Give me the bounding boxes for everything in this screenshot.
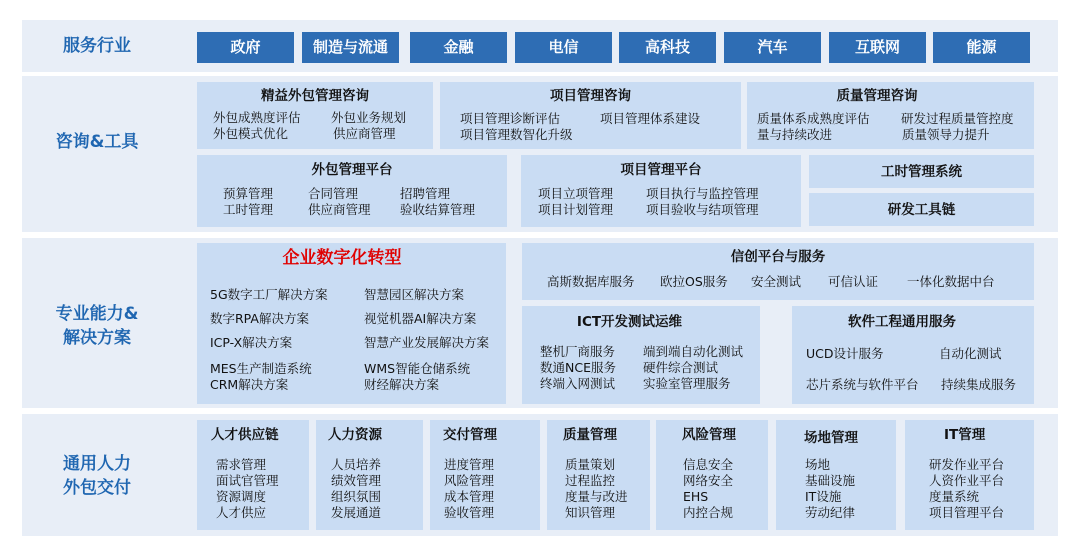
outsourcing-platform-title: 外包管理平台 [311,162,393,178]
industry-finance[interactable]: 金融 [410,32,507,63]
xinchuang-title: 信创平台与服务 [730,249,826,265]
delivery-item: 知识管理 [565,505,616,520]
delivery-item: 网络安全 [683,473,734,488]
qm-item: 质量体系成熟度评估 [757,111,870,126]
timesheet-title: 工时管理系统 [881,164,962,180]
delivery-title: IT管理 [944,427,986,443]
delivery-item: 劳动纪律 [805,505,856,520]
pm-item: 项目管理体系建设 [600,111,701,126]
pm-platform-item: 项目执行与监控管理 [646,186,759,201]
ict-col-left [540,344,616,392]
software-item: 自动化测试 [939,346,1002,361]
row-label-capability: 专业能力& 解决方案 [55,304,139,348]
delivery-item: 场地 [805,457,831,472]
xinchuang-item: 安全测试 [751,274,802,289]
delivery-item: 绩效管理 [331,473,382,488]
delivery-item: 面试官管理 [216,473,279,488]
industry-auto[interactable]: 汽车 [724,32,821,63]
pm-platform-item: 项目计划管理 [538,202,614,217]
software-item: 芯片系统与软件平台 [806,377,919,392]
delivery-items [683,457,733,521]
digital-transformation-title: 企业数字化转型 [282,248,402,268]
delivery-item: 组织氛围 [331,489,382,504]
pm-platform-title: 项目管理平台 [620,162,702,178]
row-label-delivery: 通用人力 外包交付 [63,454,131,498]
delivery-item: 进度管理 [444,457,495,472]
digital-item: CRM解决方案 [210,377,289,392]
pm-item: 项目管理数智化升级 [460,127,573,142]
ict-item: 实验室管理服务 [643,376,731,391]
lean-item: 外包业务规划 [331,110,407,125]
industry-telecom[interactable]: 电信 [515,32,612,63]
delivery-item: 过程监控 [565,473,616,488]
ict-item: 整机厂商服务 [540,344,616,359]
industry-internet[interactable]: 互联网 [829,32,926,63]
delivery-item: IT设施 [805,489,842,504]
delivery-item: 发展通道 [331,505,382,520]
xinchuang-item: 可信认证 [828,274,879,289]
row-label-industry: 服务行业 [63,36,131,56]
digital-col-left [210,287,328,393]
delivery-title: 场地管理 [804,430,858,446]
delivery-item: 基础设施 [805,473,856,488]
delivery-items [565,457,628,521]
delivery-items [216,457,279,521]
ict-item: 数通NCE服务 [540,360,616,375]
ict-item: 终端入网测试 [540,376,616,391]
ict-col-right [643,344,743,392]
delivery-item: EHS [683,489,709,504]
ict-item: 端到端自动化测试 [643,344,744,359]
pm-item: 项目管理诊断评估 [460,111,561,126]
delivery-items [805,457,855,521]
delivery-item: 内控合规 [683,505,734,520]
lean-consult-title: 精益外包管理咨询 [261,88,369,104]
qm-item: 研发过程质量管控度 [901,111,1014,126]
ict-title: ICT开发测试运维 [576,314,683,330]
delivery-band [22,414,1058,536]
outsourcing-item: 供应商管理 [308,202,371,217]
pm-platform-item: 项目验收与结项管理 [646,202,759,217]
industry-energy[interactable]: 能源 [933,32,1030,63]
software-item: 持续集成服务 [941,377,1017,392]
delivery-item: 风险管理 [444,473,495,488]
delivery-item: 成本管理 [444,489,495,504]
digital-item: MES生产制造系统 [210,361,312,376]
pm-platform-item: 项目立项管理 [538,186,614,201]
qm-item: 量与持续改进 [757,127,833,142]
industry-manufacturing[interactable]: 制造与流通 [302,32,399,63]
delivery-title: 人力资源 [328,427,382,443]
digital-item: 智慧产业发展解决方案 [364,335,490,350]
delivery-item: 度量系统 [929,489,980,504]
outsourcing-item: 招聘管理 [400,186,451,201]
delivery-item: 研发作业平台 [929,457,1005,472]
xinchuang-item: 一体化数据中台 [907,274,995,289]
qm-item: 质量领导力提升 [902,127,990,142]
digital-item: 5G数字工厂解决方案 [210,287,328,302]
qm-consult-title: 质量管理咨询 [836,88,918,104]
pm-consult-title: 项目管理咨询 [550,88,631,104]
digital-item: ICP-X解决方案 [210,335,293,350]
software-title: 软件工程通用服务 [848,314,956,330]
delivery-item: 项目管理平台 [929,505,1005,520]
delivery-item: 度量与改进 [565,489,628,504]
industry-hightech[interactable]: 高科技 [619,32,716,63]
delivery-item: 人资作业平台 [929,473,1005,488]
xinchuang-item: 高斯数据库服务 [547,274,635,289]
digital-item: 视觉机器AI解决方案 [364,311,477,326]
delivery-title: 质量管理 [563,427,617,443]
delivery-item: 资源调度 [216,489,267,504]
outsourcing-item: 预算管理 [223,186,274,201]
software-item: UCD设计服务 [806,346,884,361]
delivery-title: 交付管理 [443,427,497,443]
industry-gov[interactable]: 政府 [197,32,294,63]
outsourcing-item: 合同管理 [308,186,359,201]
delivery-item: 信息安全 [683,457,734,472]
row-label-consult: 咨询&工具 [55,132,139,152]
lean-item: 外包模式优化 [213,126,289,141]
delivery-item: 需求管理 [216,457,267,472]
digital-col-right [364,287,489,393]
delivery-items [444,457,494,521]
digital-item: WMS智能仓储系统 [364,361,471,376]
delivery-item: 人员培养 [331,457,382,472]
outsourcing-item: 工时管理 [223,202,274,217]
delivery-item: 质量策划 [565,457,616,472]
devtools-title: 研发工具链 [887,202,956,218]
digital-item: 财经解决方案 [364,377,440,392]
delivery-item: 人才供应 [216,505,267,520]
outsourcing-item: 验收结算管理 [400,202,476,217]
digital-item: 智慧园区解决方案 [364,287,465,302]
delivery-items [331,457,381,521]
lean-item: 供应商管理 [333,126,396,141]
delivery-item: 验收管理 [444,505,495,520]
delivery-title: 人才供应链 [211,427,279,443]
xinchuang-item: 欧拉OS服务 [660,274,728,289]
lean-item: 外包成熟度评估 [213,110,301,125]
delivery-title: 风险管理 [682,427,736,443]
ict-item: 硬件综合测试 [643,360,719,375]
digital-item: 数字RPA解决方案 [210,311,309,326]
delivery-items [929,457,1004,521]
